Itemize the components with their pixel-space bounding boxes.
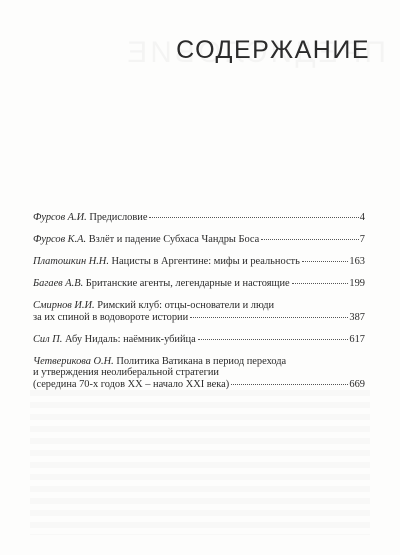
toc-title-text: Нацисты в Аргентине: мифы и реальность xyxy=(111,256,300,267)
dot-leader xyxy=(149,217,358,218)
toc-title xyxy=(33,278,290,290)
toc-title-text: за их спиной в водовороте истории xyxy=(33,311,189,323)
toc-entry[interactable] xyxy=(33,278,365,290)
toc-line xyxy=(33,379,365,391)
toc-page-number: 387 xyxy=(349,311,365,323)
toc-line xyxy=(33,212,365,224)
toc-author: Фурсов А.И. xyxy=(33,212,87,223)
toc-author: Сил П. xyxy=(33,333,63,345)
toc-title-text: Римский клуб: отцы-основатели и люди xyxy=(97,300,275,311)
toc-author: Багаев А.В. xyxy=(33,278,84,289)
toc-entry[interactable] xyxy=(33,356,365,391)
toc-line xyxy=(33,300,365,312)
dot-leader xyxy=(190,317,348,318)
toc-author: Фурсов К.А. xyxy=(33,234,87,245)
toc-title xyxy=(33,256,300,268)
page-title: СОДЕРЖАНИЕ xyxy=(176,36,370,64)
toc-line xyxy=(33,234,365,246)
toc-title-text: Британские агенты, легендарные и настоящие xyxy=(85,278,290,289)
toc-author: Четверикова О.Н. xyxy=(33,355,114,367)
toc-entry[interactable] xyxy=(33,256,365,268)
toc-title-text: (середина 70-х годов XX – начало XXI века) xyxy=(33,378,230,390)
toc-author: Смирнов И.И. xyxy=(33,300,95,311)
toc-line xyxy=(33,256,365,268)
dot-leader xyxy=(261,239,359,240)
toc-page-number: 7 xyxy=(359,234,365,245)
toc-line xyxy=(33,367,365,379)
toc-entry[interactable] xyxy=(33,300,365,323)
toc-page-number: 163 xyxy=(349,256,365,267)
toc-title-text: Политика Ватикана в период перехода xyxy=(116,355,287,367)
toc-page-number: 4 xyxy=(359,212,365,223)
toc-title xyxy=(33,234,259,246)
bleed-through-lines xyxy=(30,390,370,535)
toc-title-text: Предисловие xyxy=(89,212,148,223)
toc-entry[interactable] xyxy=(33,234,365,246)
toc-title-text: Взлёт и падение Субхаса Чандры Боса xyxy=(88,234,260,245)
table-of-contents xyxy=(33,212,365,401)
toc-page-number: 617 xyxy=(349,333,365,345)
toc-title-text: и утверждения неолиберальной стратегии xyxy=(33,367,219,378)
dot-leader xyxy=(292,283,349,284)
toc-line xyxy=(33,278,365,290)
toc-title xyxy=(33,334,196,346)
toc-author: Платошкин Н.Н. xyxy=(33,256,109,267)
toc-entry[interactable] xyxy=(33,212,365,224)
toc-entry[interactable] xyxy=(33,334,365,346)
toc-line xyxy=(33,312,365,324)
dot-leader xyxy=(198,339,349,340)
toc-page-number: 199 xyxy=(349,278,365,289)
dot-leader xyxy=(231,384,348,385)
toc-title xyxy=(33,212,147,224)
toc-line xyxy=(33,356,365,368)
toc-page-number: 669 xyxy=(349,378,365,390)
toc-title-text: Абу Нидаль: наёмник-убийца xyxy=(64,333,196,345)
dot-leader xyxy=(302,261,349,262)
toc-line xyxy=(33,334,365,346)
